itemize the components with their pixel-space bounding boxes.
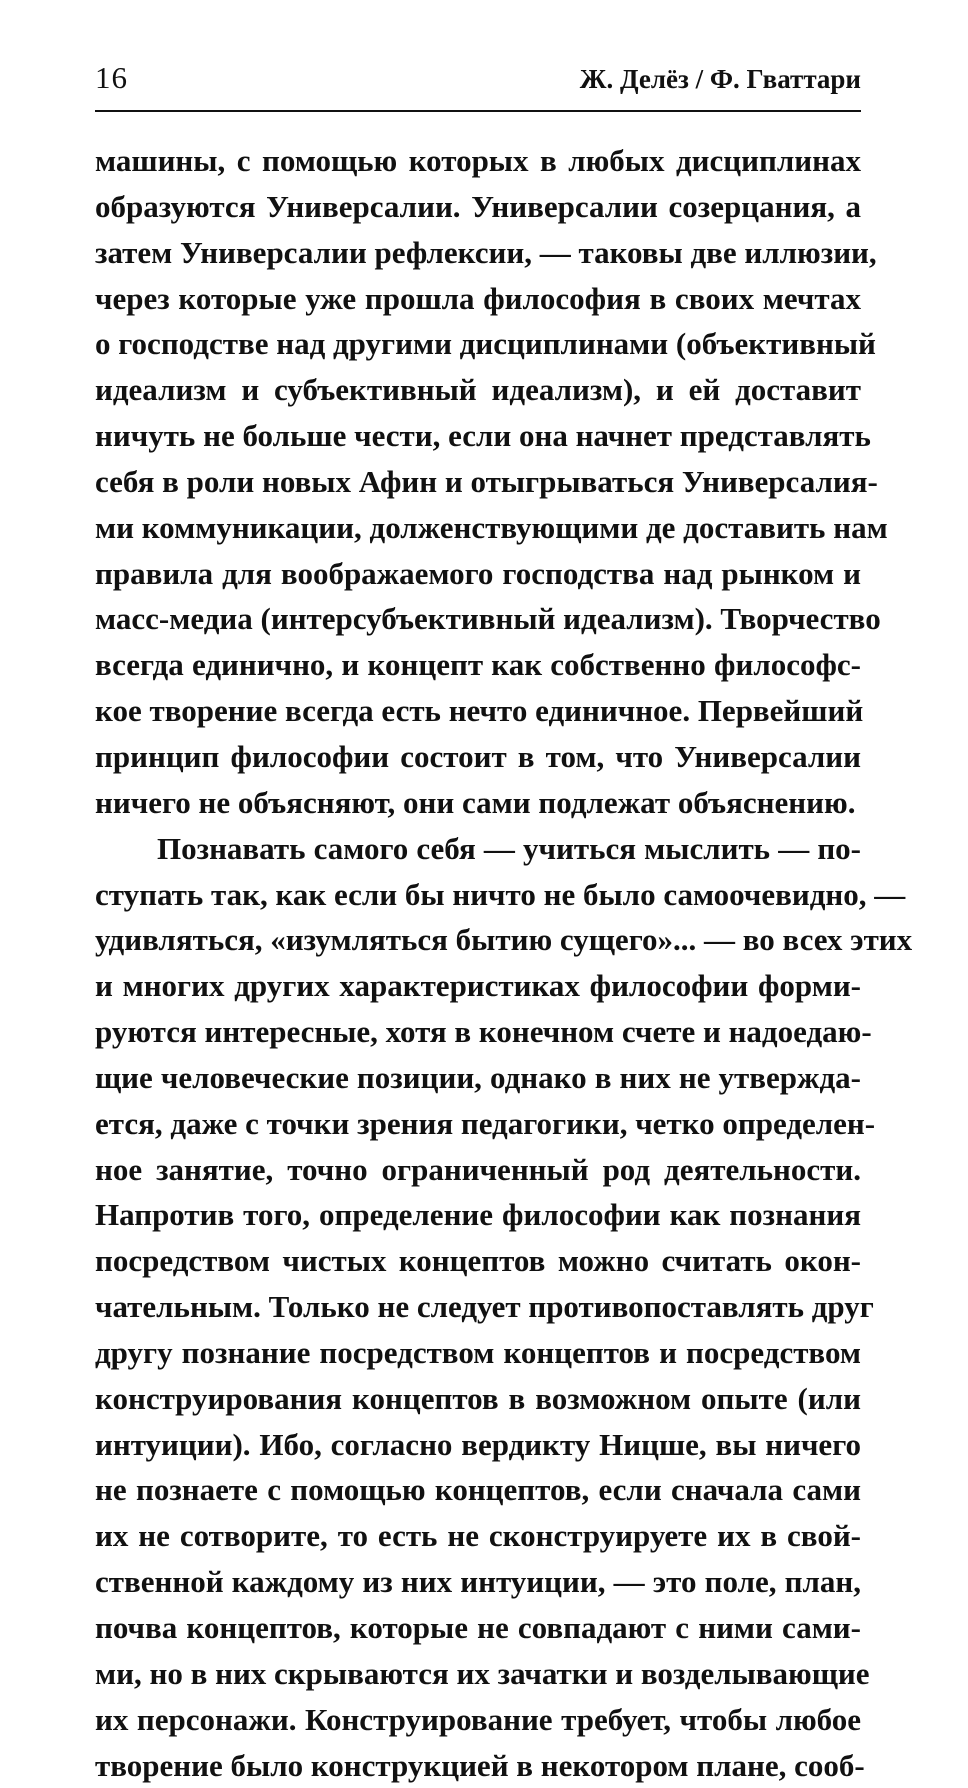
text-line: удивляться, «изумляться бытию сущего»... — во всех этих — [95, 922, 913, 958]
text-line: другу познание посредством концептов и посредством — [95, 1334, 861, 1370]
text-line: правила для воображаемого господства над рынком и — [95, 555, 861, 591]
text-line: машины, с помощью которых в любых дисциплинах — [95, 143, 861, 178]
text-line: о господстве над другими дисциплинами (объективный — [95, 326, 876, 362]
header-rule — [95, 110, 861, 112]
text-line: ничего не объясняют, они сами подлежат объяснению. — [95, 784, 856, 820]
body-text — [95, 138, 913, 1788]
text-line: чательным. Только не следует противопоставлять друг — [95, 1289, 874, 1325]
text-line: почва концептов, которые не совпадают с ними сами- — [95, 1610, 861, 1645]
text-line: образуются Универсалии. Универсалии созерцания, а — [95, 188, 861, 224]
text-line: конструирования концептов в возможном опыте (или — [95, 1380, 861, 1416]
text-line: идеализм и субъективный идеализм), и ей доставит — [95, 372, 861, 408]
text-line: и многих других характеристиках философии форми- — [95, 968, 861, 1004]
text-line: Напротив того, определение философии как познания — [95, 1197, 861, 1233]
text-line: ступать так, как если бы ничто не было самоочевидно, — — [95, 876, 906, 912]
text-line: их не сотворите, то есть не сконструируете их в свой- — [95, 1518, 861, 1554]
text-line: себя в роли новых Афин и отыгрываться Универсалия- — [95, 463, 878, 499]
text-line: ничуть не больше чести, если она начнет представлять — [95, 418, 871, 454]
text-line: посредством чистых концептов можно считать окон- — [95, 1243, 861, 1279]
text-line: руются интересные, хотя в конечном счете и надоедаю- — [95, 1014, 872, 1050]
paragraph-2 — [95, 826, 913, 1788]
text-line: затем Универсалии рефлексии, — таковы две иллюзии, — [95, 234, 877, 270]
text-line: не познаете с помощью концептов, если сначала сами — [95, 1472, 861, 1508]
text-line: щие человеческие позиции, однако в них не утвержда- — [95, 1059, 861, 1095]
text-line: масс-медиа (интерсубъективный идеализм). Творчество — [95, 601, 881, 637]
text-line: ми коммуникации, долженствующими де доставить нам — [95, 509, 888, 545]
text-line: интуиции). Ибо, согласно вердикту Ницше, вы ничего — [95, 1426, 861, 1462]
text-line: ное занятие, точно ограниченный род деятельности. — [95, 1151, 861, 1187]
text-line: ется, даже с точки зрения педагогики, четко определен- — [95, 1105, 876, 1141]
text-line: принцип философии состоит в том, что Универсалии — [95, 738, 861, 774]
text-line: через которые уже прошла философия в своих мечтах — [95, 280, 861, 316]
text-line: кое творение всегда есть нечто единичное. Первейший — [95, 693, 864, 729]
running-head-authors: Ж. Делёз / Ф. Гваттари — [579, 64, 861, 94]
text-line: всегда единично, и концепт как собственно философс- — [95, 647, 861, 683]
text-line: ственной каждому из них интуиции, — это поле, план, — [95, 1564, 861, 1600]
text-line: их персонажи. Конструирование требует, чтобы любое — [95, 1701, 861, 1737]
paragraph-1 — [95, 138, 888, 826]
page-number: 16 — [95, 60, 128, 95]
page-header — [95, 58, 861, 102]
text-line: ми, но в них скрываются их зачатки и возделывающие — [95, 1655, 870, 1691]
text-line: Познавать самого себя — учиться мыслить — по- — [157, 830, 861, 866]
text-line: творение было конструкцией в некотором плане, сооб- — [95, 1747, 865, 1783]
